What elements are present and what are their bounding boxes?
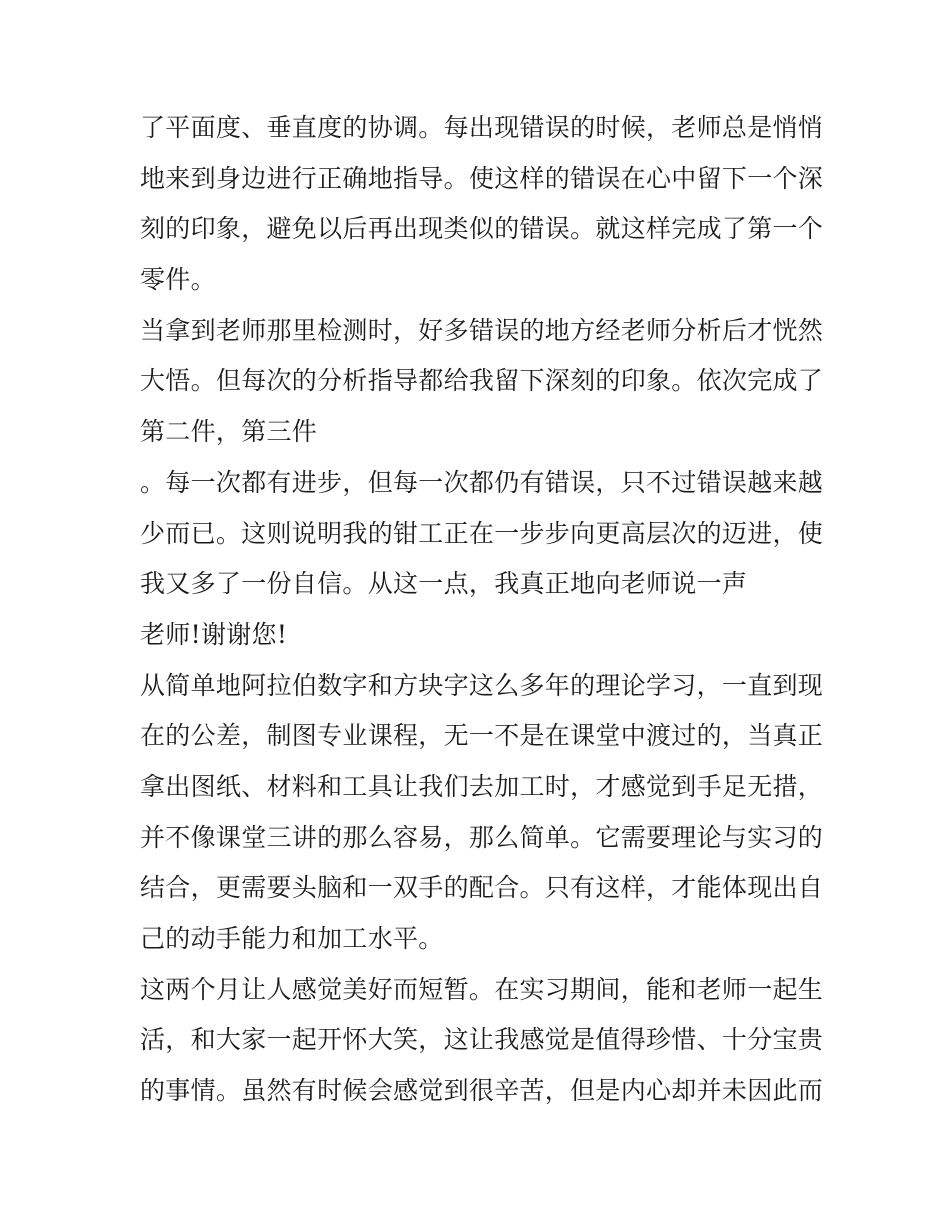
text-line: 。每一次都有进步，但每一次都仍有错误，只不过错误越来越 bbox=[140, 467, 824, 497]
text-line: 活，和大家一起开怀大笑，这让我感觉是值得珍惜、十分宝贵 bbox=[140, 1025, 824, 1055]
text-line: 刻的印象，避免以后再出现类似的错误。就这样完成了第一个 bbox=[140, 214, 824, 244]
text-line: 地来到身边进行正确地指导。使这样的错误在心中留下一个深 bbox=[140, 163, 824, 193]
text-line: 了平面度、垂直度的协调。每出现错误的时候，老师总是悄悄 bbox=[140, 113, 824, 142]
text-line: 结合，更需要头脑和一双手的配合。只有这样，才能体现出自 bbox=[140, 873, 824, 903]
text-line: 第二件，第三件 bbox=[140, 417, 318, 447]
text-line: 拿出图纸、材料和工具让我们去加工时，才感觉到手足无措， bbox=[140, 771, 824, 801]
text-line: 从简单地阿拉伯数字和方块字这么多年的理论学习，一直到现 bbox=[140, 670, 824, 700]
text-line: 在的公差，制图专业课程，无一不是在课堂中渡过的，当真正 bbox=[140, 721, 824, 751]
text-line: 这两个月让人感觉美好而短暂。在实习期间，能和老师一起生 bbox=[140, 974, 824, 1004]
text-line: 大悟。但每次的分析指导都给我留下深刻的印象。依次完成了 bbox=[140, 366, 824, 396]
text-line: 老师!谢谢您! bbox=[140, 619, 288, 649]
text-line: 少而已。这则说明我的钳工正在一步步向更高层次的迈进，使 bbox=[140, 518, 824, 548]
text-line: 零件。 bbox=[140, 265, 216, 295]
text-line: 我又多了一份自信。从这一点，我真正地向老师说一声 bbox=[140, 569, 748, 599]
body-text bbox=[140, 103, 824, 1117]
text-line: 己的动手能力和加工水平。 bbox=[140, 924, 444, 953]
text-line: 并不像课堂三讲的那么容易，那么简单。它需要理论与实习的 bbox=[140, 822, 824, 852]
text-line: 当拿到老师那里检测时，好多错误的地方经老师分析后才恍然 bbox=[140, 315, 824, 345]
text-line: 的事情。虽然有时候会感觉到很辛苦，但是内心却并未因此而 bbox=[140, 1076, 824, 1106]
